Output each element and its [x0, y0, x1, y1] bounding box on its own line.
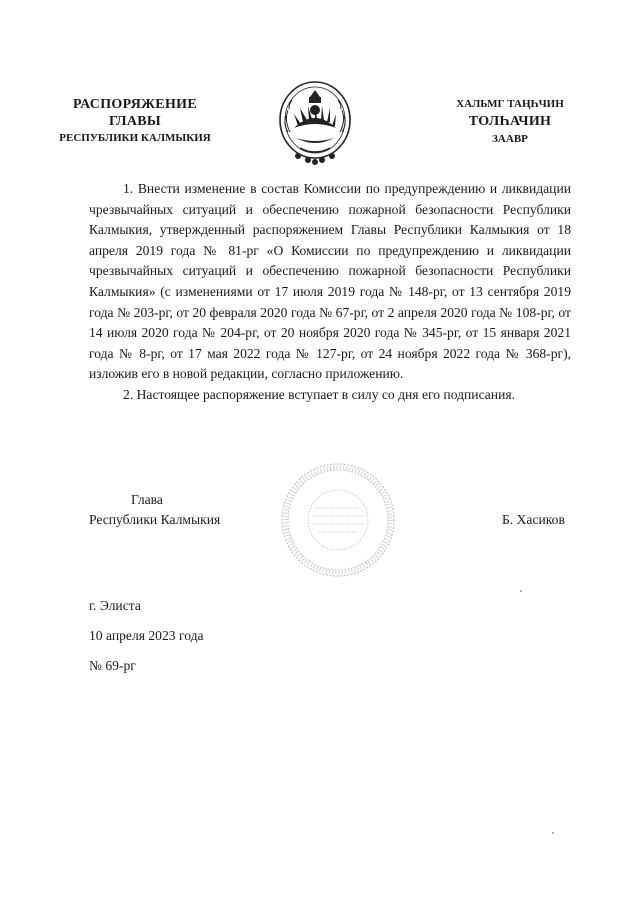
paragraph-1: 1. Внести изменение в состав Комиссии по предупреждению и ликвидации чрезвычайных ситуаций и обеспечению пожарной безопасности Республики Калмыкия, утвержденный распоряжением Главы Республики Калмыкия от 18 апреля 2019 года № 81-рг «О Комиссии по предупреждению и ликвидации чрезвычайных ситуаций и обеспечению пожарной безопасности Республики Калмыкия» (с изменениями от 17 июля 2019 года № 148-рг, от 13 сентября 2019 года № 203-рг, от 20 февраля 2020 года № 67-рг, от 2 апреля 2020 года № 108-рг, от 14 июля 2020 года № 204-рг, от 20 ноября 2020 года № 345-рг, от 15 января 2021 года № 8-рг, от 17 мая 2022 года № 127-рг, от 24 ноября 2022 года № 368-рг), изложив его в новой редакции, согласно приложению. [89, 181, 571, 382]
official-seal-icon [278, 460, 398, 580]
header-right-line1: ХАЛЬМГ ТАҢҺЧИН [456, 98, 564, 110]
scan-speck [552, 832, 554, 834]
paragraph-2: 2. Настоящее распоряжение вступает в силу со дня его подписания. [123, 386, 516, 402]
issue-place: г. Элиста [89, 598, 141, 613]
signatory-title-line2: Республики Калмыкия [89, 512, 221, 527]
header-left-line2: ГЛАВЫ [109, 114, 161, 129]
header-right-line3: ЗААВР [492, 133, 528, 145]
header-right-line2: ТОЛҺАЧИН [468, 114, 552, 129]
signatory-title [89, 490, 220, 530]
coat-of-arms-icon [272, 76, 358, 168]
header-right [420, 96, 600, 148]
header-left-line1: РАСПОРЯЖЕНИЕ [73, 97, 197, 112]
signatory-title-line1: Глава [131, 492, 163, 507]
scan-speck [520, 590, 522, 592]
header-left-line3: РЕСПУБЛИКИ КАЛМЫКИЯ [59, 132, 211, 144]
header-left [20, 96, 250, 146]
body-text [89, 179, 571, 406]
signatory-name: Б. Хасиков [502, 512, 565, 527]
issue-date: 10 апреля 2023 года [89, 628, 204, 643]
document-number: № 69-рг [89, 658, 136, 673]
